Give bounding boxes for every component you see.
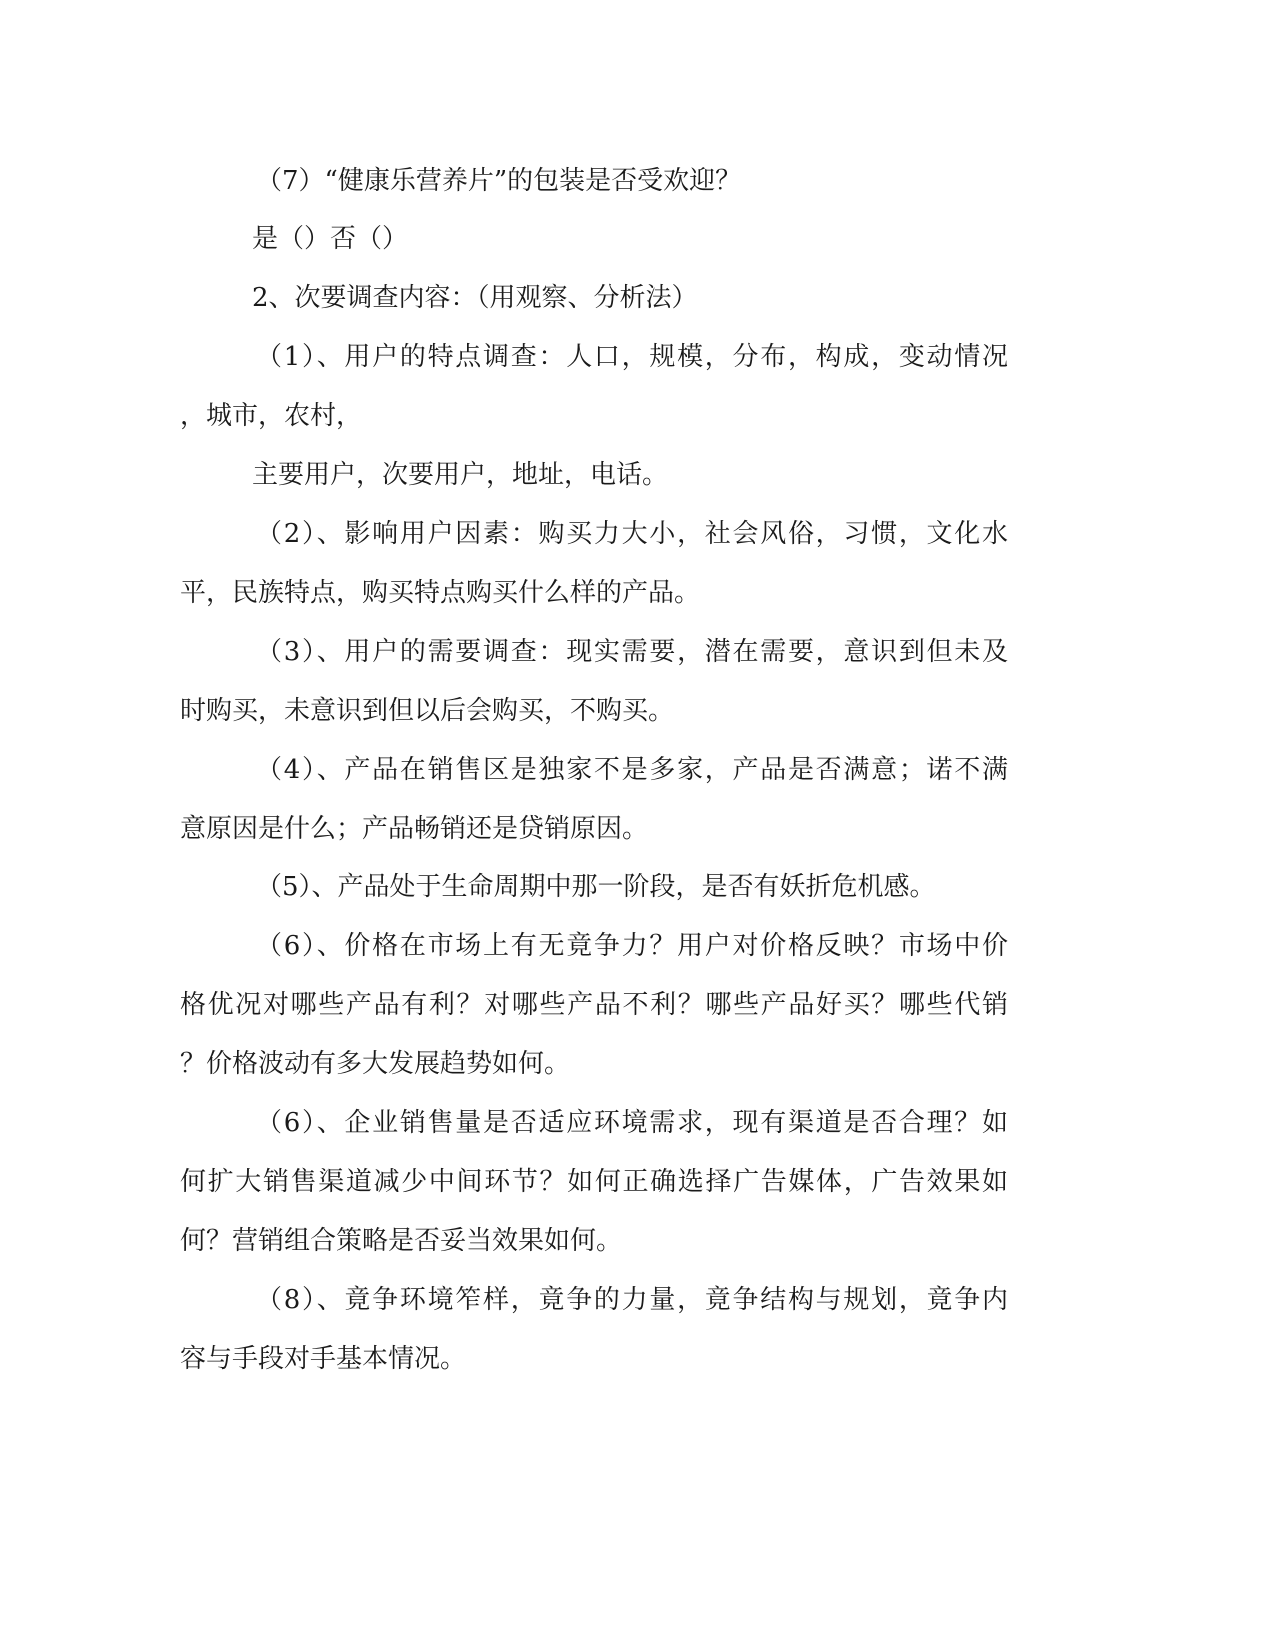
section-2-heading: 2、次要调查内容：（用观察、分析法） bbox=[252, 283, 698, 313]
item-5-line: （5）、产品处于生命周期中那一阶段，是否有妖折危机感。 bbox=[256, 872, 936, 902]
item-8-line-2: 容与手段对手基本情况。 bbox=[180, 1344, 467, 1374]
question-7-line: （7）“健康乐营养片”的包装是否受欢迎？ bbox=[256, 166, 742, 196]
item-2-line-2: 平，民族特点，购买特点购买什么样的产品。 bbox=[180, 578, 701, 608]
item-6a-line-3: ？价格波动有多大发展趋势如何。 bbox=[180, 1049, 571, 1079]
item-8-line-1: （8）、竟争环境笮样，竟争的力量，竟争结构与规划，竟争内 bbox=[256, 1285, 1008, 1315]
answer-yes-no-line: 是（）否（） bbox=[252, 224, 409, 254]
item-4-line-2: 意原因是什么；产品畅销还是贷销原因。 bbox=[180, 814, 649, 844]
item-1-line-3: 主要用户，次要用户，地址，电话。 bbox=[252, 460, 669, 490]
item-1-line-2: ，城市，农村， bbox=[180, 401, 363, 431]
item-6a-line-1: （6）、价格在市场上有无竟争力？用户对价格反映？市场中价 bbox=[256, 931, 1008, 961]
item-6b-line-1: （6）、企业销售量是否适应环境需求，现有渠道是否合理？如 bbox=[256, 1108, 1008, 1138]
item-4-line-1: （4）、产品在销售区是独家不是多家，产品是否满意；诺不满 bbox=[256, 755, 1008, 785]
item-3-line-1: （3）、用户的需要调查：现实需要，潜在需要，意识到但未及 bbox=[256, 637, 1008, 667]
item-6a-line-2: 格优况对哪些产品有利？对哪些产品不利？哪些产品好买？哪些代销 bbox=[180, 990, 1008, 1020]
item-3-line-2: 时购买，未意识到但以后会购买，不购买。 bbox=[180, 696, 675, 726]
item-6b-line-3: 何？营销组合策略是否妥当效果如何。 bbox=[180, 1226, 623, 1256]
item-1-line-1: （1）、用户的特点调查：人口，规模，分布，构成，变动情况 bbox=[256, 342, 1008, 372]
item-2-line-1: （2）、影响用户因素：购买力大小，社会风俗，习惯，文化水 bbox=[256, 519, 1008, 549]
item-6b-line-2: 何扩大销售渠道减少中间环节？如何正确选择广告媒体，广告效果如 bbox=[180, 1167, 1008, 1197]
